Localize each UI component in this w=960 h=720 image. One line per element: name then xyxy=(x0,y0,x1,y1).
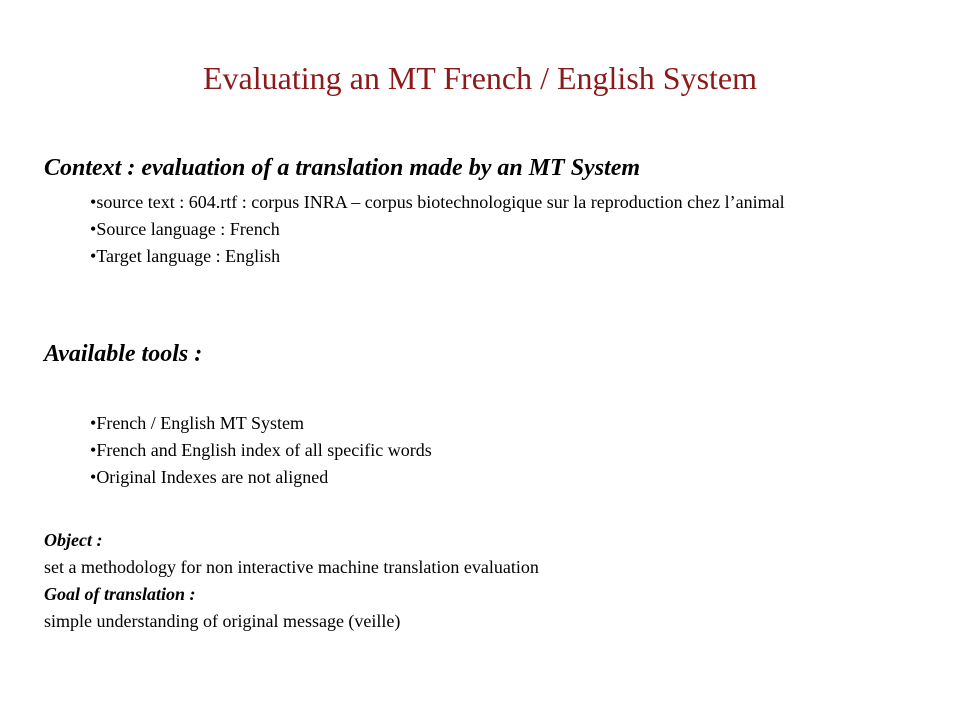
object-text: set a methodology for non interactive machine translation evaluation xyxy=(44,557,539,577)
tools-list xyxy=(90,410,910,491)
list-item xyxy=(90,216,910,243)
list-item xyxy=(90,437,910,464)
context-item-text: source text : 604.rtf : corpus INRA – corpus biotechnologique sur la reproduction chez l’animal xyxy=(96,192,785,212)
object-label: Object : xyxy=(44,530,103,550)
list-item xyxy=(90,189,910,216)
tools-item-text: French and English index of all specific words xyxy=(96,440,432,460)
context-item-text: Source language : French xyxy=(96,219,280,239)
goal-label: Goal of translation : xyxy=(44,584,196,604)
list-item xyxy=(90,410,910,437)
slide-title: Evaluating an MT French / English System xyxy=(202,60,757,96)
goal-text: simple understanding of original message (veille) xyxy=(44,611,401,631)
context-list xyxy=(90,189,910,270)
tools-item-text: Original Indexes are not aligned xyxy=(96,467,329,487)
tools-item-text: French / English MT System xyxy=(96,413,304,433)
list-item xyxy=(90,464,910,491)
context-item-text: Target language : English xyxy=(96,246,281,266)
list-item xyxy=(90,243,910,270)
context-heading: Context : evaluation of a translation made by an MT System xyxy=(44,155,641,181)
tools-heading: Available tools : xyxy=(44,341,203,367)
